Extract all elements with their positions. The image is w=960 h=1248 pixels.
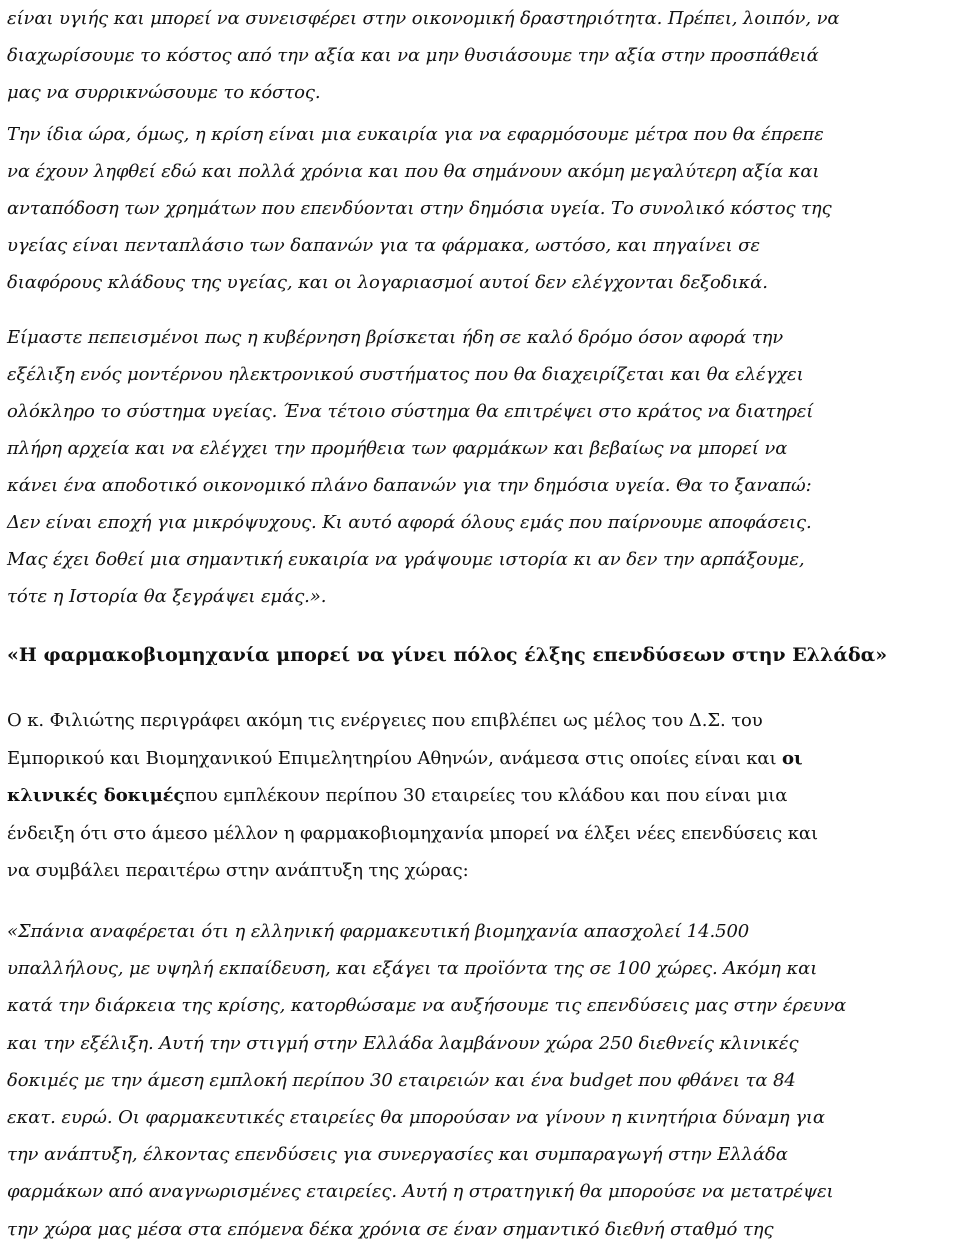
section-heading: «Η φαρμακοβιομηχανία μπορεί να γίνει πόλος έλξης επενδύσεων στην Ελλάδα» bbox=[7, 644, 888, 666]
text-line: Δεν είναι εποχή για μικρόψυχους. Κι αυτό αφορά όλους εμάς που παίρνουμε αποφάσεις. bbox=[7, 512, 812, 533]
bold-text: οι bbox=[782, 747, 803, 769]
text-line: κάνει ένα αποδοτικό οικονομικό πλάνο δαπανών για την δημόσια υγεία. Θα το ξαναπώ: bbox=[7, 475, 812, 496]
text-line: Είμαστε πεπεισμένοι πως η κυβέρνηση βρίσκεται ήδη σε καλό δρόμο όσον αφορά την bbox=[7, 327, 784, 348]
text-line: υγείας είναι πενταπλάσιο των δαπανών για τα φάρμακα, ωστόσο, και πηγαίνει σε bbox=[7, 235, 760, 256]
text-line: πλήρη αρχεία και να ελέγχει την προμήθεια των φαρμάκων και βεβαίως να μπορεί να bbox=[7, 438, 788, 459]
text-line: ολόκληρο το σύστημα υγείας. Ένα τέτοιο σύστημα θα επιτρέψει στο κράτος να διατηρεί bbox=[7, 401, 814, 422]
paragraph-quote-industry bbox=[7, 913, 953, 1248]
text-line: μας να συρρικνώσουμε το κόστος. bbox=[7, 82, 321, 103]
bold-text: κλινικές δοκιμές bbox=[7, 785, 185, 806]
text-line bbox=[7, 777, 953, 815]
text-line: τότε η Ιστορία θα ξεγράψει εμάς.». bbox=[7, 586, 327, 607]
paragraph-filiotis-intro bbox=[7, 702, 953, 890]
text-line: διαφόρους κλάδους της υγείας, και οι λογαριασμοί αυτοί δεν ελέγχονται δεξοδικά. bbox=[7, 272, 768, 293]
paragraph-crisis-opportunity bbox=[7, 116, 953, 301]
text-line: διαχωρίσουμε το κόστος από την αξία και να μην θυσιάσουμε την αξία στην προσπάθειά bbox=[7, 45, 819, 66]
text-segment: Εμπορικού και Βιομηχανικού Επιμελητηρίου Αθηνών, ανάμεσα στις οποίες είναι και bbox=[7, 747, 783, 769]
text-line: να έχουν ληφθεί εδώ και πολλά χρόνια και που θα σημάνουν ακόμη μεγαλύτερη αξία και bbox=[7, 161, 820, 182]
text-line: εκατ. ευρώ. Οι φαρμακευτικές εταιρείες θα μπορούσαν να γίνουν η κινητήρια δύναμη για bbox=[7, 1107, 825, 1129]
text-line: ανταπόδοση των χρημάτων που επενδύονται στην δημόσια υγεία. Το συνολικό κόστος της bbox=[7, 198, 832, 219]
text-line: την ανάπτυξη, έλκοντας επενδύσεις για συνεργασίες και συμπαραγωγή στην Ελλάδα bbox=[7, 1144, 788, 1166]
text-line: κατά την διάρκεια της κρίσης, κατορθώσαμε να αυξήσουμε τις επενδύσεις μας στην έρευνα bbox=[7, 995, 847, 1017]
text-line: δοκιμές με την άμεση εμπλοκή περίπου 30 εταιρειών και ένα budget που φθάνει τα 84 bbox=[7, 1069, 796, 1091]
text-line: Ο κ. Φιλιώτης περιγράφει ακόμη τις ενέργειες που επιβλέπει ως μέλος του Δ.Σ. του bbox=[7, 710, 763, 731]
text-line: Μας έχει δοθεί μια σημαντική ευκαιρία να γράψουμε ιστορία κι αν δεν την αρπάξουμε, bbox=[7, 549, 805, 570]
text-line: φαρμάκων από αναγνωρισμένες εταιρείες. Αυτή η στρατηγική θα μπορούσε να μετατρέψει bbox=[7, 1181, 834, 1203]
text-line: την χώρα μας μέσα στα επόμενα δέκα χρόνια σε έναν σημαντικό διεθνή σταθμό της bbox=[7, 1218, 774, 1240]
text-segment: που εμπλέκουν περίπου 30 εταιρείες του κλάδου και που είναι μια bbox=[184, 785, 788, 806]
text-line: υπαλλήλους, με υψηλή εκπαίδευση, και εξάγει τα προϊόντα της σε 100 χώρες. Ακόμη και bbox=[7, 958, 818, 980]
text-line: Την ίδια ώρα, όμως, η κρίση είναι μια ευκαιρία για να εφαρμόσουμε μέτρα που θα έπρεπε bbox=[7, 124, 824, 145]
text-line: είναι υγιής και μπορεί να συνεισφέρει στην οικονομική δραστηριότητα. Πρέπει, λοιπόν, να bbox=[7, 8, 840, 29]
text-line: εξέλιξη ενός μοντέρνου ηλεκτρονικού συστήματος που θα διαχειρίζεται και θα ελέγχει bbox=[7, 364, 804, 385]
text-line: ένδειξη ότι στο άμεσο μέλλον η φαρμακοβιομηχανία μπορεί να έλξει νέες επενδύσεις και bbox=[7, 822, 818, 844]
text-line: και την εξέλιξη. Αυτή την στιγμή στην Ελλάδα λαμβάνουν χώρα 250 διεθνείς κλινικές bbox=[7, 1032, 799, 1054]
text-line: «Σπάνια αναφέρεται ότι η ελληνική φαρμακευτική βιομηχανία απασχολεί 14.500 bbox=[7, 921, 750, 942]
text-line bbox=[7, 740, 953, 778]
text-line: να συμβάλει περαιτέρω στην ανάπτυξη της χώρας: bbox=[7, 860, 469, 881]
paragraph-government-system bbox=[7, 319, 953, 615]
paragraph-cost-value bbox=[7, 0, 953, 111]
